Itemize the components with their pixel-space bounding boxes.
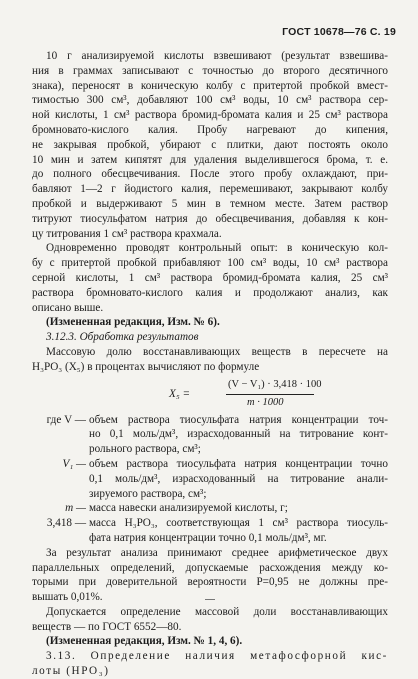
fraction-bar (226, 394, 314, 395)
text-line: бромновато-кислого калия. Пробу нагревают до кипения, (32, 123, 388, 136)
text-line: тимостью 300 см³, добавляют 100 см³ воды, 10 см³ раствора сер- (32, 94, 388, 107)
legend-desc: объем раствора тиосульфата натрия концентрации точно (89, 457, 388, 470)
text-line: веществ — по ГОСТ 6552—80. (32, 620, 182, 633)
legend-desc: масса навески анализируемой кислоты, г; (89, 502, 288, 515)
formula-lhs: X₅ = (169, 387, 191, 400)
legend (32, 413, 388, 546)
text-line: ния в граммах записывают с точностью до второго десятичного (32, 64, 388, 77)
paragraph-formula-intro (32, 345, 388, 375)
edition-note: (Измененная редакция, Изм. № 6). (46, 316, 220, 329)
document-body (32, 49, 388, 679)
text-line: 10 г анализируемой кислоты взвешивают (результат взвешива- (46, 50, 388, 62)
text-line: титруют тиосульфатом натрия до обесцвечивания, добавляя к кон- (32, 212, 388, 225)
legend-item (32, 501, 388, 516)
legend-term: где V — (46, 413, 86, 426)
legend-desc: масса H₃PO₃, соответствующая 1 см³ раствора тиосуль- (89, 517, 388, 530)
text-line: вышать 0,01%. (32, 591, 103, 604)
text-line: Массовую долю восстанавливающих веществ в пересчете на (46, 345, 388, 358)
legend-term: m — (65, 502, 86, 515)
text-line: до полного обесцвечивания. После этого пробу охлаждают, при- (32, 168, 388, 181)
paragraph-result (32, 546, 388, 605)
page-header: ГОСТ 10678—76 С. 19 (282, 26, 396, 38)
text-line: ной кислоты, 1 см³ раствора бромид-бромата калия и 25 см³ раствора (32, 109, 388, 122)
legend-desc: объем раствора тиосульфата натрия концентрации точ- (89, 413, 388, 426)
legend-item (32, 413, 388, 457)
legend-term: 3,418 — (46, 517, 86, 530)
text-line: За результат анализа принимают среднее арифметическое двух (46, 546, 388, 559)
legend-item (32, 516, 388, 546)
text-line: Одновременно проводят контрольный опыт: в коническую кол- (46, 242, 388, 255)
section-heading: 3.12.3. Обработка результатов (46, 331, 199, 344)
text-line: бу с притертой пробкой прибавляют 100 см³ воды, 10 см³ раствора (32, 257, 388, 270)
formula-denominator: m · 1000 (247, 396, 284, 408)
edition-note: (Измененная редакция, Изм. № 1, 4, 6). (46, 635, 243, 648)
section-heading-line: 3.13. Определение наличия метафосфорной кис- (46, 650, 388, 663)
legend-term: V₁ — (62, 457, 86, 470)
paragraph-control (32, 241, 388, 315)
text-line: бавляют 1—2 г йодистого калия, перемешивают, закрывают колбу (32, 183, 388, 196)
formula-numerator: (V − V₁) · 3,418 · 100 (228, 378, 322, 390)
legend-desc: фата натрия концентрации точно 0,1 моль/дм³, мг. (89, 531, 327, 544)
section-heading-line: лоты (HPO₃) (32, 665, 110, 678)
legend-desc: зируемого раствора, см³; (89, 487, 207, 500)
text-line: H₃PO₃ (X₅) в процентах вычисляют по формуле (32, 360, 260, 373)
text-line: параллельных определений, допускаемые расхождения между ко- (32, 561, 388, 574)
section-heading-3-13 (32, 649, 388, 679)
text-line: серной кислоты, 1 см³ раствора бромид-бромата калия, 25 см³ (32, 271, 388, 284)
legend-desc: рольного раствора, см³; (89, 443, 201, 456)
paragraph-alternative (32, 605, 388, 635)
formula (32, 375, 388, 413)
text-line: знака), переносят в коническую колбу с притертой пробкой вмест- (32, 79, 388, 92)
text-line: описано выше. (32, 301, 104, 314)
text-line: раствора бромновато-кислого калия и продолжают анализ, как (32, 286, 388, 299)
text-line: не закрывая пробкой, убирают с плитки, дают постоять около (32, 138, 388, 151)
legend-desc: но 0,1 моль/дм³, израсходованный на титрование конт- (89, 428, 388, 441)
text-line: Допускается определение массовой доли восстанавливающих (46, 605, 388, 618)
legend-item (32, 457, 388, 501)
paragraph-procedure (32, 49, 388, 241)
text-line: пробкой и выдерживают 5 мин в темном месте. Затем раствор (32, 197, 388, 210)
page-mark (205, 599, 215, 600)
legend-desc: 0,1 моль/дм³, израсходованный на титрование анали- (89, 472, 388, 485)
text-line: торыми при доверительной вероятности P=0,95 не должны пре- (32, 576, 388, 589)
text-line: 10 мин и затем кипятят для удаления выделившегося брома, т. е. (32, 153, 388, 166)
text-line: цу титрования 1 см³ раствора крахмала. (32, 227, 222, 240)
